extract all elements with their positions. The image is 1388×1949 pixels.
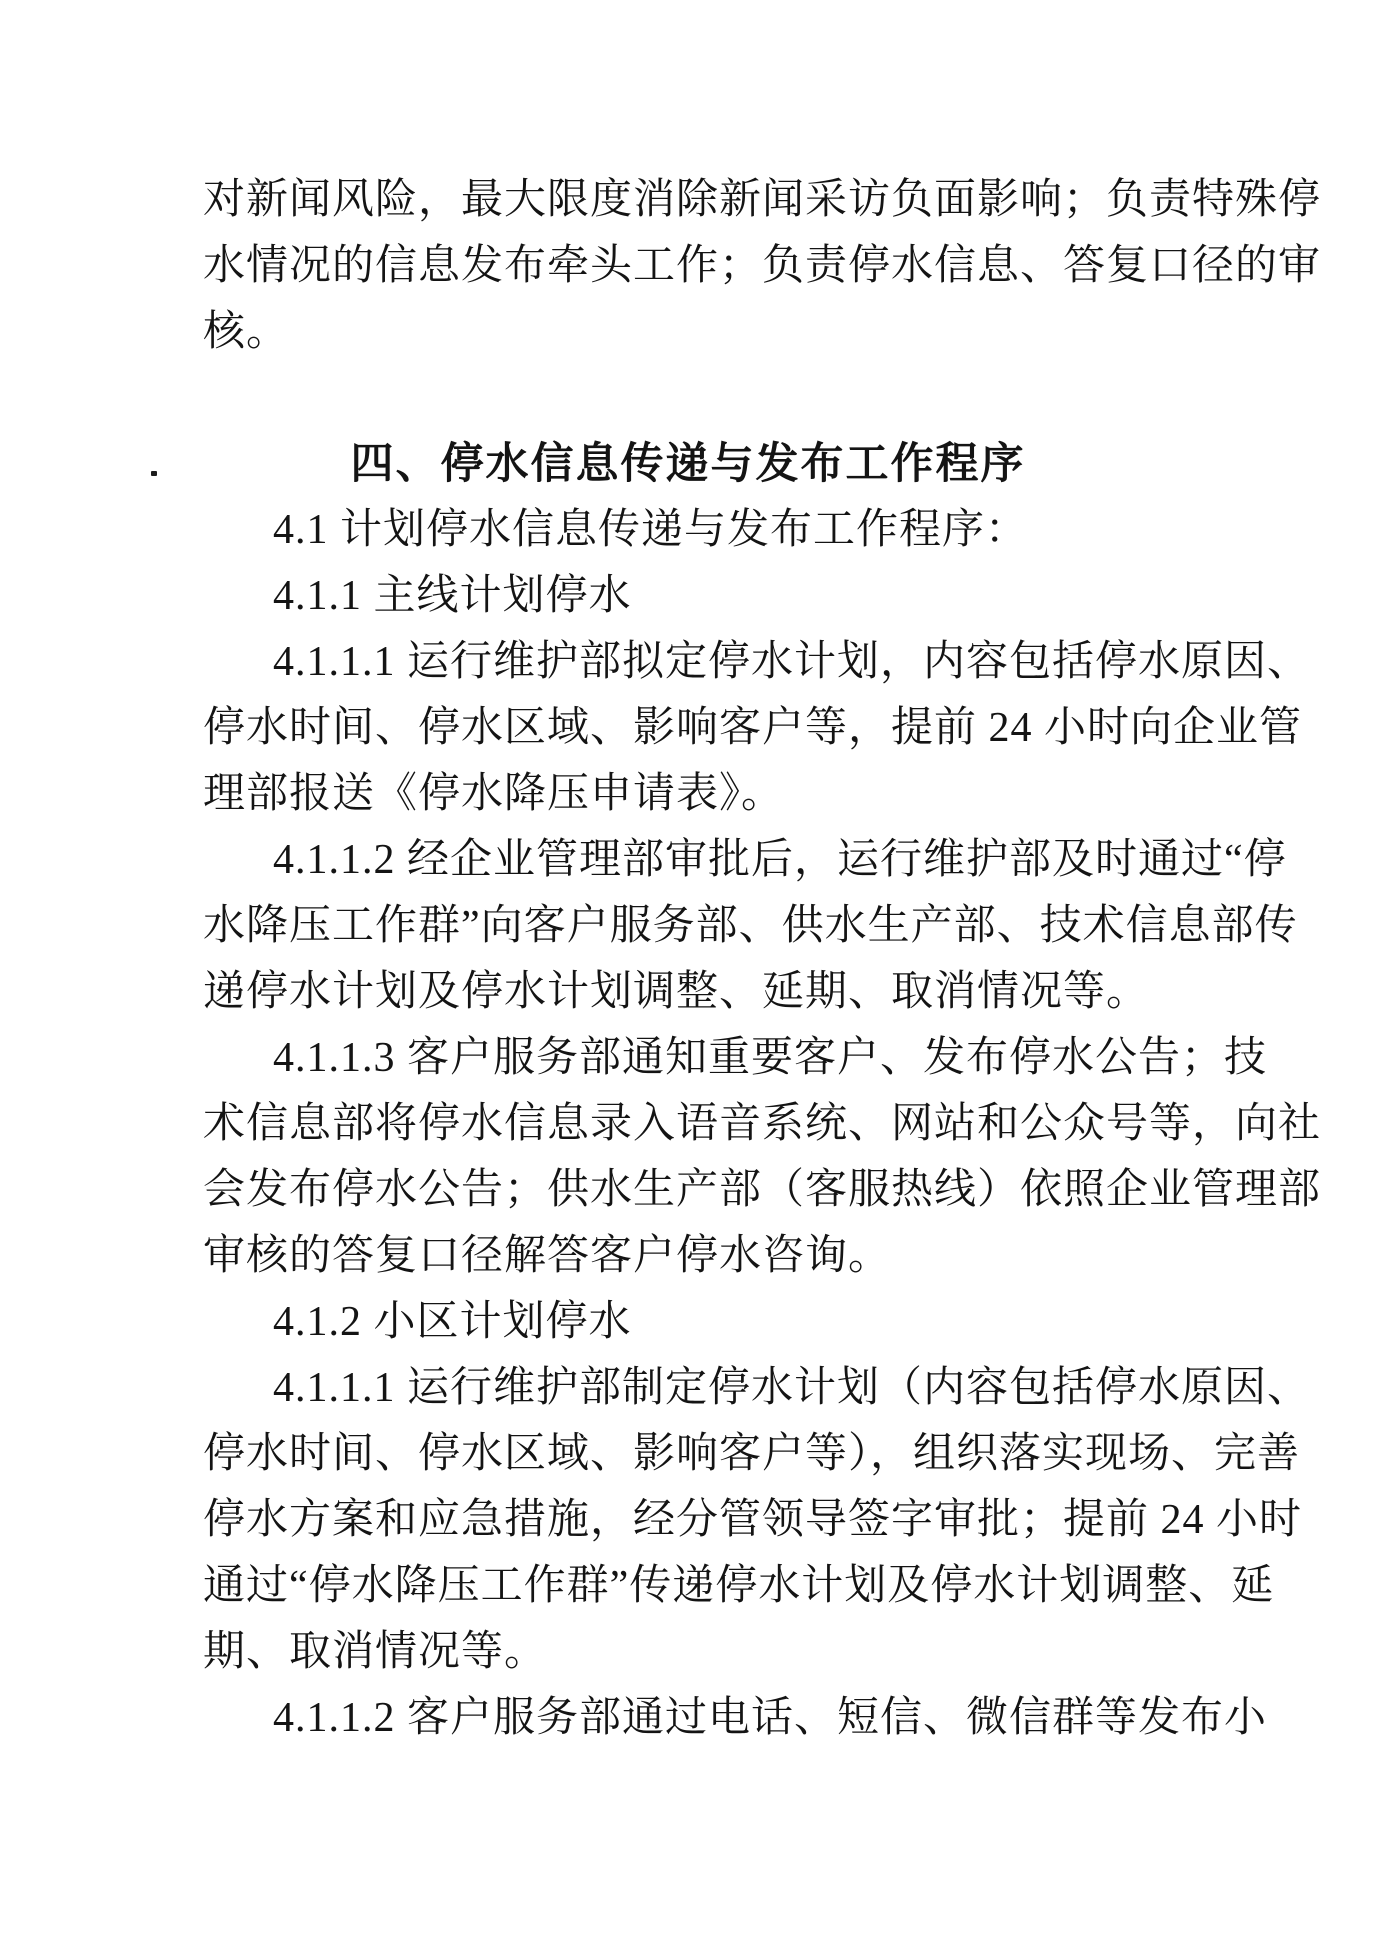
document-body (203, 167, 1322, 1751)
paragraph-line: 期、取消情况等。 (203, 1629, 548, 1675)
paragraph-line: 水情况的信息发布牵头工作；负责停水信息、答复口径的审 (203, 243, 1322, 289)
paragraph-line: 4.1.1.1 运行维护部拟定停水计划，内容包括停水原因、 (273, 639, 1311, 685)
paragraph-line: 术信息部将停水信息录入语音系统、网站和公众号等，向社 (203, 1101, 1322, 1147)
paragraph-line: 4.1.1.1 运行维护部制定停水计划（内容包括停水原因、 (273, 1365, 1311, 1411)
paragraph-line: 4.1.1.3 客户服务部通知重要客户、发布停水公告；技 (273, 1035, 1268, 1081)
paragraph-line: 4.1.1 主线计划停水 (273, 573, 632, 619)
paragraph-line: 停水时间、停水区域、影响客户等），组织落实现场、完善 (203, 1431, 1301, 1477)
paragraph-line: 审核的答复口径解答客户停水咨询。 (203, 1233, 892, 1279)
paragraph-line: 对新闻风险，最大限度消除新闻采访负面影响；负责特殊停 (203, 177, 1322, 223)
paragraph-line: 4.1.1.2 经企业管理部审批后，运行维护部及时通过“停 (273, 837, 1287, 883)
paragraph-line: 通过“停水降压工作群”传递停水计划及停水计划调整、延 (203, 1563, 1275, 1609)
scan-speck (151, 471, 157, 476)
paragraph-line: 4.1 计划停水信息传递与发布工作程序： (273, 507, 1029, 553)
paragraph-line: 4.1.1.2 客户服务部通过电话、短信、微信群等发布小 (273, 1695, 1268, 1741)
paragraph-line: 理部报送《停水降压申请表》。 (203, 771, 785, 817)
paragraph-line: 会发布停水公告；供水生产部（客服热线）依照企业管理部 (203, 1167, 1322, 1213)
paragraph-line: 停水时间、停水区域、影响客户等，提前 24 小时向企业管 (203, 705, 1303, 751)
paragraph-line: 递停水计划及停水计划调整、延期、取消情况等。 (203, 969, 1150, 1015)
paragraph-line: 水降压工作群”向客户服务部、供水生产部、技术信息部传 (203, 903, 1298, 949)
paragraph-line: 4.1.2 小区计划停水 (273, 1299, 632, 1345)
paragraph-line: 停水方案和应急措施，经分管领导签字审批；提前 24 小时 (203, 1497, 1303, 1543)
section-heading: 四、停水信息传递与发布工作程序 (350, 440, 1026, 488)
paragraph-line: 核。 (203, 309, 290, 355)
blank-line (203, 365, 1173, 431)
